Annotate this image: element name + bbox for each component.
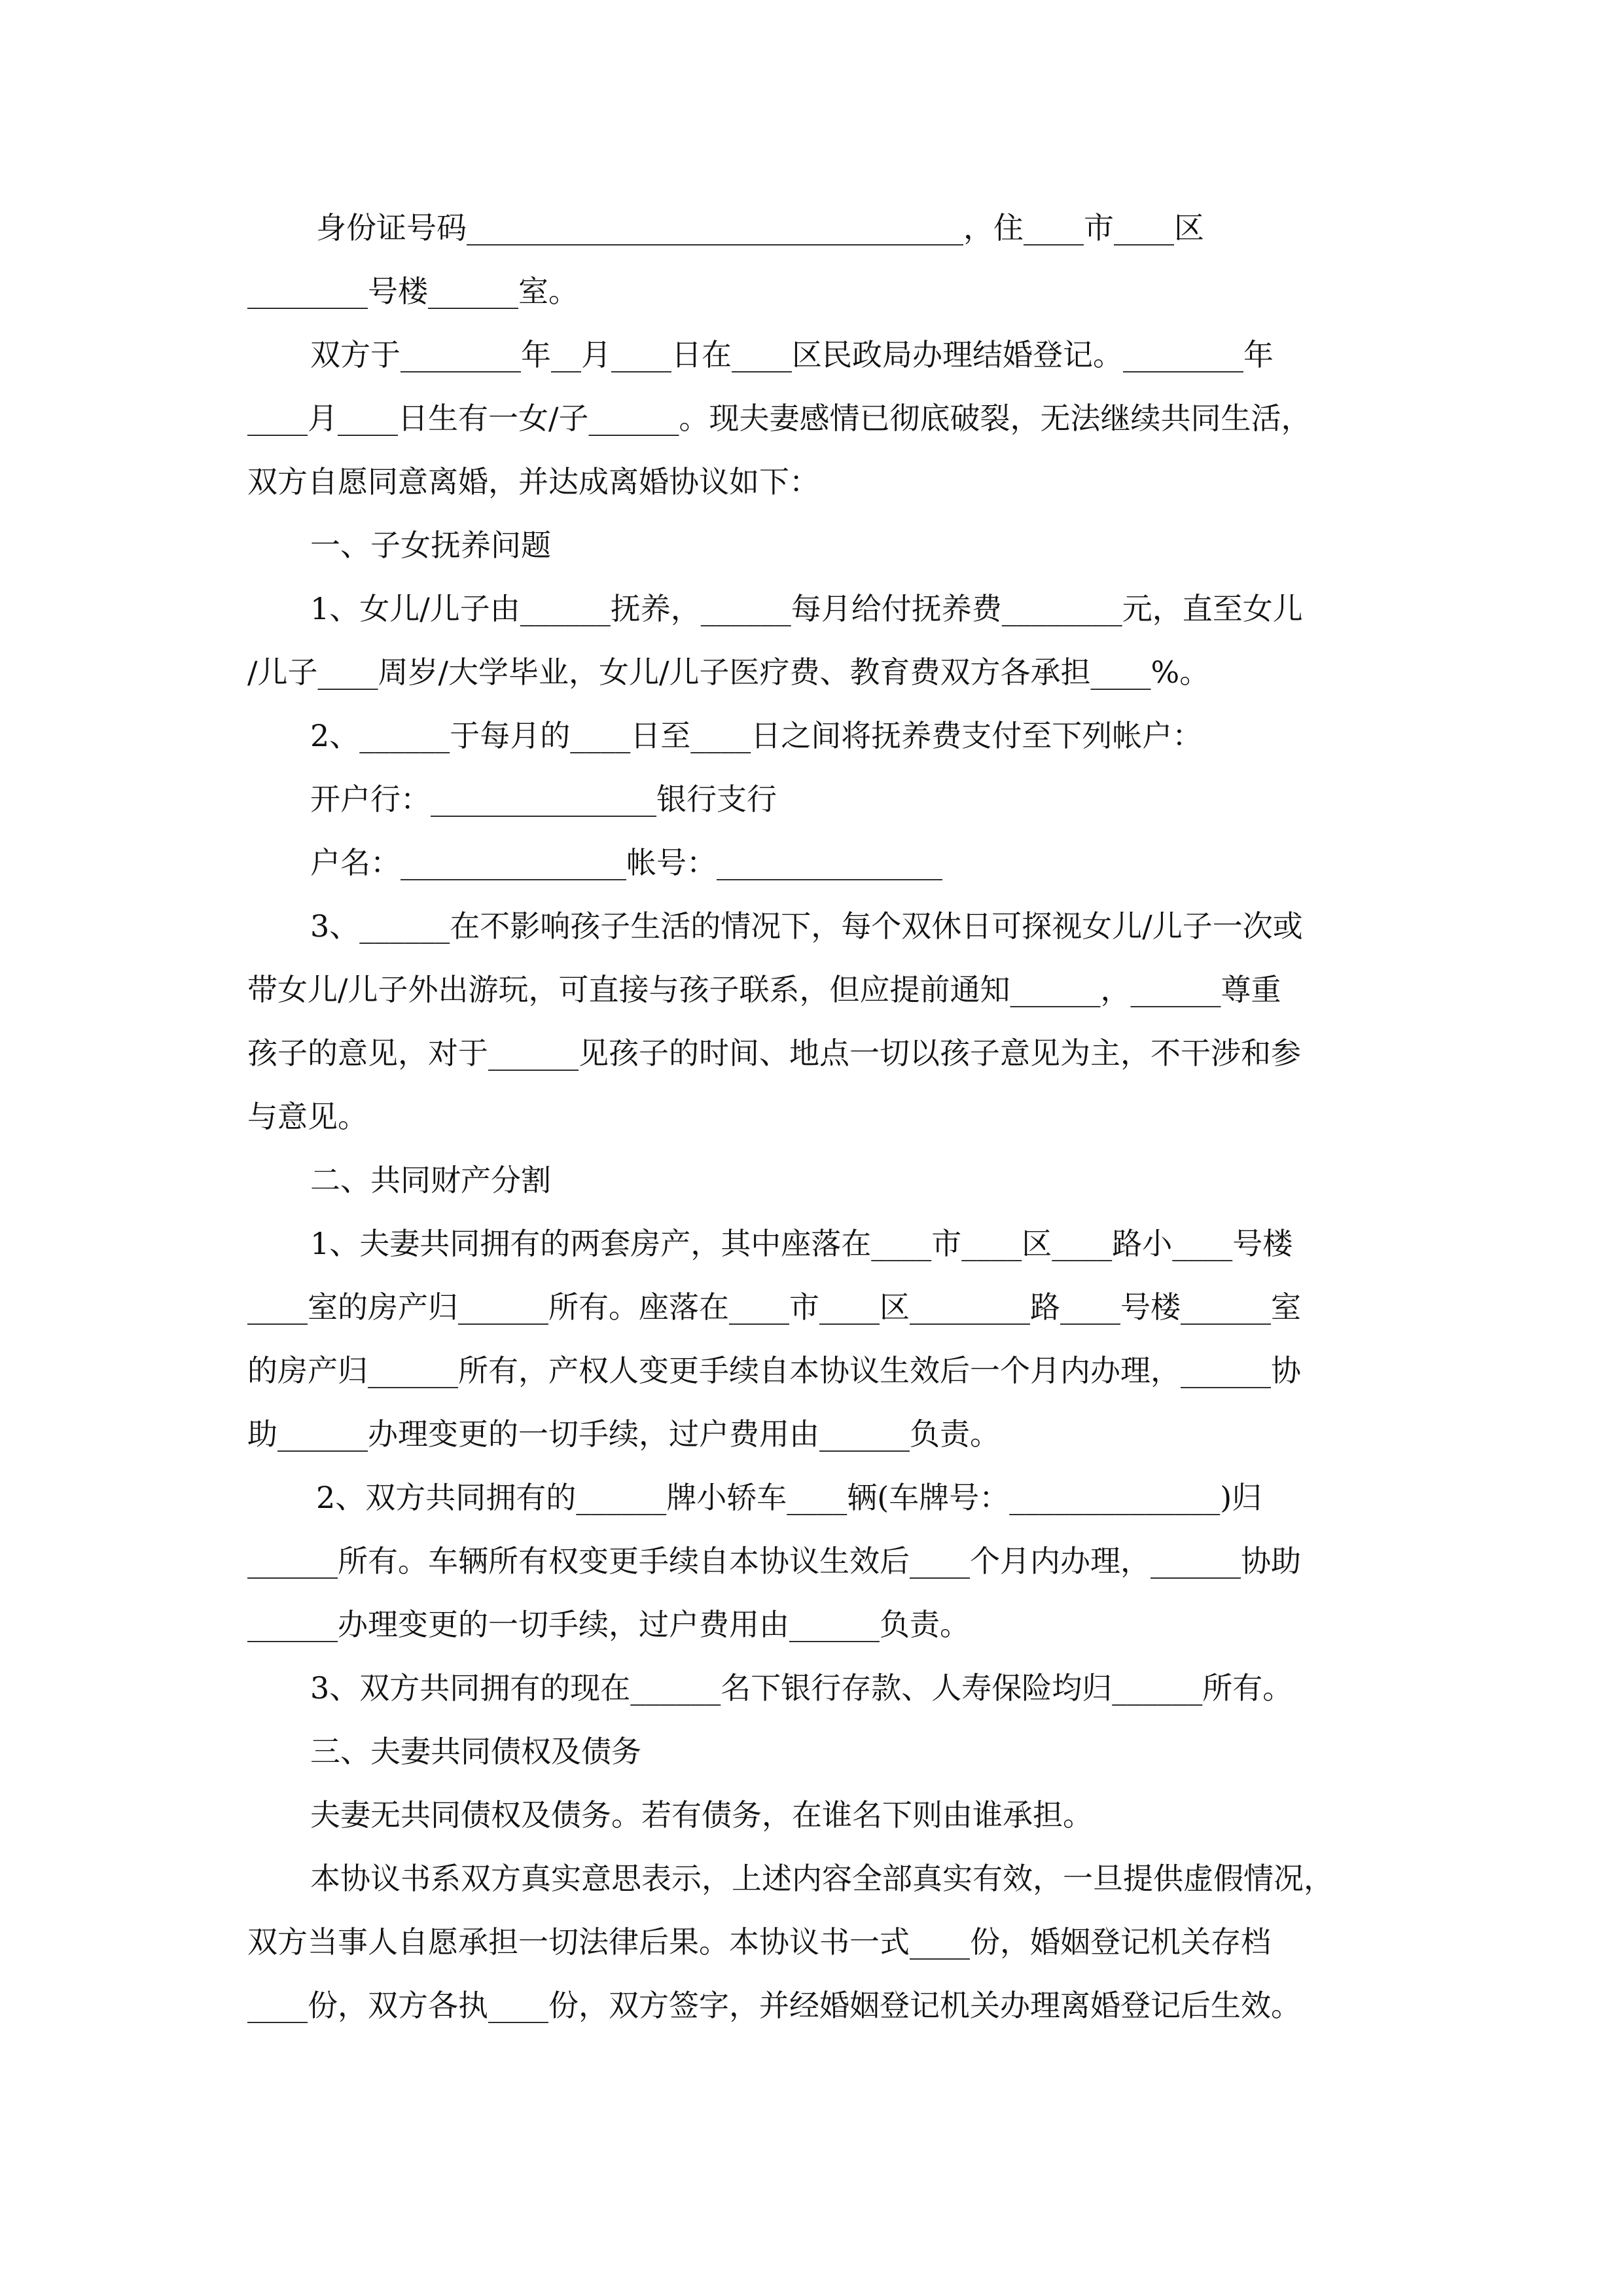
child-birth-line: ____月____日生有一女/子______。现夫妻感情已彻底破裂，无法继续共同生活，: [247, 401, 1311, 436]
id-number-line: 身份证号码_________________________________，住____市____区: [316, 210, 1204, 245]
property-clause-2-cont-2: ______办理变更的一切手续，过户费用由______负责。: [247, 1607, 970, 1642]
property-clause-1: 1、夫妻共同拥有的两套房产，其中座落在____市____区____路小____号楼: [310, 1226, 1293, 1261]
clause-3-visitation: 3、______在不影响孩子生活的情况下，每个双休日可探视女儿/儿子一次或: [310, 908, 1303, 944]
debts-clause: 夫妻无共同债权及债务。若有债务，在谁名下则由谁承担。: [310, 1797, 1093, 1833]
closing-clause: 本协议书系双方真实意思表示，上述内容全部真实有效，一旦提供虚假情况，: [310, 1861, 1334, 1896]
property-clause-1-cont-1: ____室的房产归______所有。座落在____市____区________路____号楼______室: [247, 1289, 1301, 1325]
bank-branch-line: 开户行：_______________银行支行: [310, 781, 777, 817]
closing-clause-cont-1: 双方当事人自愿承担一切法律后果。本协议书一式____份，婚姻登记机关存档: [247, 1924, 1271, 1960]
property-clause-2: 2、双方共同拥有的______牌小轿车____辆(车牌号：______________)归: [316, 1480, 1262, 1515]
property-clause-2-cont-1: ______所有。车辆所有权变更手续自本协议生效后____个月内办理，______协助: [247, 1543, 1301, 1579]
clause-3-visitation-cont-1: 带女儿/儿子外出游玩，可直接与孩子联系，但应提前通知______，______尊重: [247, 972, 1281, 1007]
marriage-registration-line: 双方于________年__月____日在____区民政局办理结婚登记。________年: [310, 337, 1274, 372]
section-heading-property: 二、共同财产分割: [310, 1162, 551, 1198]
clause-1-custody: 1、女儿/儿子由______抚养，______每月给付抚养费________元，直至女儿: [310, 591, 1303, 626]
account-line: 户名：_______________帐号：_______________: [310, 845, 942, 880]
agreement-intro-line: 双方自愿同意离婚，并达成离婚协议如下：: [247, 464, 819, 499]
property-clause-1-cont-2: 的房产归______所有，产权人变更手续自本协议生效后一个月内办理，______协: [247, 1353, 1301, 1388]
clause-2-payment: 2、______于每月的____日至____日之间将抚养费支付至下列帐户：: [310, 718, 1203, 753]
section-heading-child-custody: 一、子女抚养问题: [310, 528, 551, 563]
closing-clause-cont-2: ____份，双方各执____份，双方签字，并经婚姻登记机关办理离婚登记后生效。: [247, 1988, 1301, 2023]
clause-3-visitation-cont-3: 与意见。: [247, 1099, 368, 1134]
property-clause-1-cont-3: 助______办理变更的一切手续，过户费用由______负责。: [247, 1416, 1000, 1452]
address-line: ________号楼______室。: [247, 274, 579, 309]
clause-3-visitation-cont-2: 孩子的意见，对于______见孩子的时间、地点一切以孩子意见为主，不干涉和参: [247, 1035, 1301, 1071]
property-clause-3: 3、双方共同拥有的现在______名下银行存款、人寿保险均归______所有。: [310, 1670, 1293, 1706]
agreement-body: [247, 196, 1399, 2037]
section-heading-debts: 三、夫妻共同债权及债务: [310, 1734, 641, 1769]
clause-1-custody-cont: /儿子____周岁/大学毕业，女儿/儿子医疗费、教育费双方各承担____%。: [247, 655, 1210, 690]
